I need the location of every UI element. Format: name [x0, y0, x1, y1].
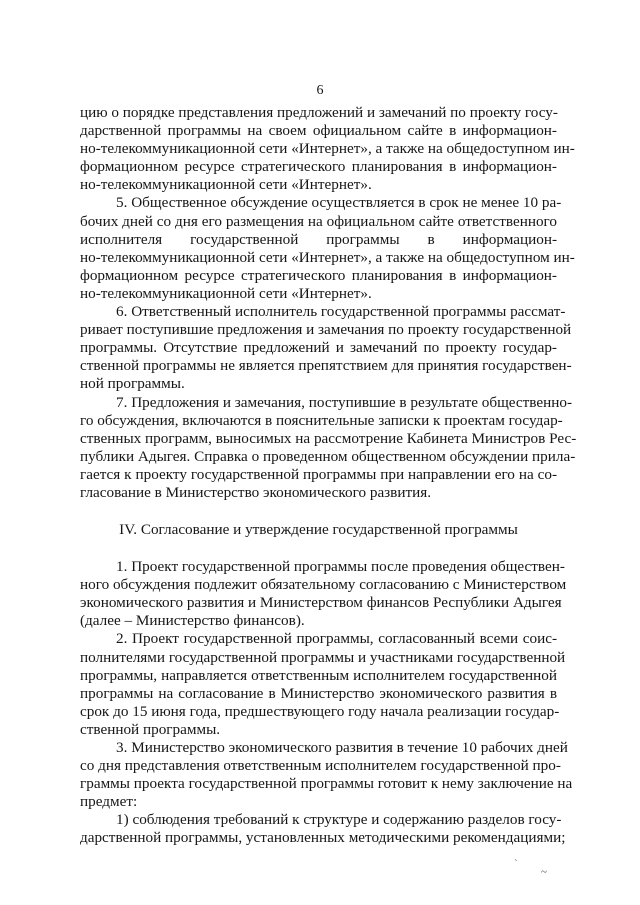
page-number: 6 — [316, 83, 324, 98]
text-line: но-телекоммуникационной сети «Интернет». — [80, 284, 372, 302]
text-line: но-телекоммуникационной сети «Интернет», а также на общедоступном ин- — [80, 140, 575, 158]
scan-mark: ˋ — [514, 858, 518, 870]
text-line: ного обсуждения подлежит обязательному согласованию с Министерством — [80, 576, 567, 594]
text-line: исполнителя государственной программы в информацион- — [80, 230, 557, 248]
text-line: программы на согласование в Министерство экономического развития в — [80, 684, 557, 702]
text-block-after — [80, 558, 573, 848]
text-line: 6. Ответственный исполнитель государственной программы рассмат- — [116, 303, 566, 321]
text-block-before — [80, 104, 577, 502]
text-line: экономического развития и Министерством финансов Республики Адыгея — [80, 594, 562, 612]
text-line: 1. Проект государственной программы после проведения обществен- — [116, 558, 565, 576]
text-line: го обсуждения, включаются в пояснительные записки к проектам государ- — [80, 411, 563, 429]
text-line: 7. Предложения и замечания, поступившие в результате общественно- — [116, 393, 573, 411]
text-line: программы, направляется ответственным исполнителем государственной — [80, 666, 557, 684]
text-line: формационном ресурсе стратегического планирования в информацион- — [80, 266, 557, 284]
text-line: но-телекоммуникационной сети «Интернет», а также на общедоступном ин- — [80, 248, 575, 266]
text-line: 3. Министерство экономического развития в течение 10 рабочих дней — [116, 739, 568, 756]
text-line: формационном ресурсе стратегического планирования в информацион- — [80, 158, 557, 176]
text-line: публики Адыгея. Справка о проведенном общественном обсуждении прила- — [80, 447, 576, 465]
text-line: 2. Проект государственной программы, согласованный всеми соис- — [116, 630, 557, 648]
text-line: цию о порядке представления предложений и замечаний по проекту госу- — [80, 104, 558, 121]
text-line: дарственной программы, установленных методическими рекомендациями; — [80, 829, 566, 847]
text-line: ной программы. — [80, 375, 185, 393]
document-body — [80, 104, 577, 848]
text-line: ственной программы не является препятствием для принятия государствен- — [80, 357, 572, 375]
text-line: предмет: — [80, 793, 138, 811]
section-heading: IV. Согласование и утверждение государственной программы — [119, 521, 518, 539]
text-line: дарственной программы на своем официальном сайте в информацион- — [80, 122, 557, 140]
text-line: граммы проекта государственной программы готовит к нему заключение на — [80, 775, 573, 793]
text-line: полнителями государственной программы и участниками государственной — [80, 648, 566, 666]
text-line: 5. Общественное обсуждение осуществляется в срок не менее 10 ра- — [116, 194, 562, 212]
text-line: со дня представления ответственным исполнителем государственной про- — [80, 757, 561, 775]
scan-mark: ~ — [541, 866, 547, 878]
text-line: 1) соблюдения требований к структуре и содержанию разделов госу- — [116, 811, 562, 829]
text-line: ственных программ, выносимых на рассмотрение Кабинета Министров Рес- — [80, 429, 577, 447]
text-line: ственной программы. — [80, 720, 221, 738]
text-line: но-телекоммуникационной сети «Интернет». — [80, 176, 372, 194]
text-line: гласование в Министерство экономического развития. — [80, 483, 432, 501]
text-line: программы. Отсутствие предложений и замечаний по проекту государ- — [80, 339, 557, 357]
text-line: срок до 15 июня года, предшествующего году начала реализации государ- — [80, 702, 560, 720]
text-line: гается к проекту государственной программы при направлении его на со- — [80, 465, 557, 483]
text-line: ривает поступившие предложения и замечания по проекту государственной — [80, 321, 572, 339]
text-line: бочих дней со дня его размещения на официальном сайте ответственного — [80, 212, 557, 230]
text-line: (далее – Министерство финансов). — [80, 612, 305, 630]
